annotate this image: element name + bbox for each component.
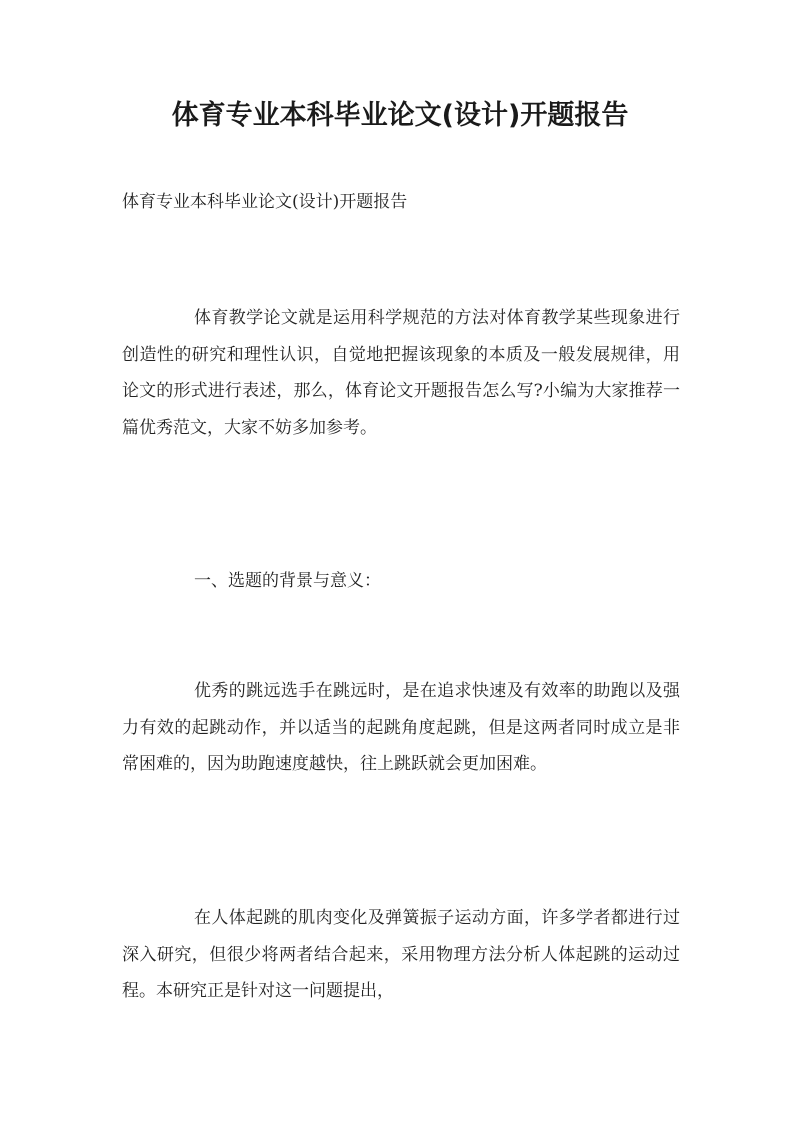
body-paragraph-2: 在人体起跳的肌肉变化及弹簧振子运动方面，许多学者都进行过深入研究，但很少将两者结合起来，采用物理方法分析人体起跳的运动过程。本研究正是针对这一问题提出， — [122, 908, 680, 1001]
intro-paragraph: 体育教学论文就是运用科学规范的方法对体育教学某些现象进行创造性的研究和理性认识，自觉地把握该现象的本质及一般发展规律，用论文的形式进行表述，那么，体育论文开题报告怎么写?小编为大家推荐一篇优秀范文，大家不妨多加参考。 — [122, 308, 680, 438]
section-heading: 一、选题的背景与意义： — [194, 571, 381, 591]
body-paragraph-1: 优秀的跳远选手在跳远时，是在追求快速及有效率的助跑以及强力有效的起跳动作，并以适当的起跳角度起跳，但是这两者同时成立是非常困难的，因为助跑速度越快，往上跳跃就会更加困难。 — [122, 681, 680, 774]
document-subtitle: 体育专业本科毕业论文(设计)开题报告 — [122, 192, 408, 212]
document-title: 体育专业本科毕业论文(设计)开题报告 — [171, 100, 629, 131]
